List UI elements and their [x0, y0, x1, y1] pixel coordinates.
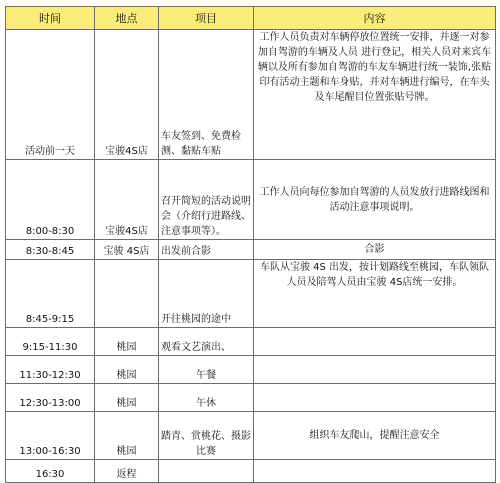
time-cell: 8:00-8:30	[6, 160, 95, 240]
content-cell: 组织车友爬山，提醒注意安全	[254, 412, 496, 460]
item-cell: 午休	[159, 384, 254, 412]
place-cell	[95, 260, 159, 328]
time-cell: 12:30-13:00	[6, 384, 95, 412]
place-cell: 桃园	[95, 412, 159, 460]
table-row	[6, 412, 496, 460]
table-row	[6, 160, 496, 240]
item-cell	[159, 460, 254, 483]
time-cell: 13:00-16:30	[6, 412, 95, 460]
place-cell: 桃园	[95, 356, 159, 384]
place-cell: 桃园	[95, 328, 159, 356]
time-cell: 8:45-9:15	[6, 260, 95, 328]
item-cell: 开往桃园的途中	[159, 260, 254, 328]
place-cell: 返程	[95, 460, 159, 483]
place-cell: 桃园	[95, 384, 159, 412]
time-cell: 8:30-8:45	[6, 240, 95, 260]
header-time: 时间	[6, 7, 95, 30]
content-cell	[254, 384, 496, 412]
content-cell	[254, 460, 496, 483]
item-cell: 车友签到、免费检测、黏贴车贴	[159, 30, 254, 160]
time-cell: 11:30-12:30	[6, 356, 95, 384]
table-row	[6, 356, 496, 384]
table-row	[6, 384, 496, 412]
place-cell: 宝骏 4S店	[95, 240, 159, 260]
content-cell: 工作人员向每位参加自驾游的人员发放行进路线图和活动注意事项说明。	[254, 160, 496, 240]
table-row	[6, 240, 496, 260]
place-cell: 宝骏4S店	[95, 160, 159, 240]
item-cell: 召开简短的活动说明会（介绍行进路线、注意事项等）。	[159, 160, 254, 240]
time-cell: 活动前一天	[6, 30, 95, 160]
item-cell: 观看文艺演出、	[159, 328, 254, 356]
item-cell: 午餐	[159, 356, 254, 384]
content-cell	[254, 328, 496, 356]
content-cell	[254, 356, 496, 384]
time-cell: 16:30	[6, 460, 95, 483]
header-item: 项目	[159, 7, 254, 30]
table-row	[6, 260, 496, 328]
table-row	[6, 30, 496, 160]
content-cell: 车队从宝骏 4S 出发，按计划路线至桃园，车队领队人员及陪驾人员由宝骏 4S店统一安排。	[254, 260, 496, 328]
table-row	[6, 460, 496, 483]
content-cell: 合影	[254, 240, 496, 260]
header-content: 内容	[254, 7, 496, 30]
header-place: 地点	[95, 7, 159, 30]
content-cell: 工作人员负责对车辆停放位置统一安排，并逐一对参加自驾游的车辆及人员 进行登记，相关人员对来宾车辆以及所有参加自驾游的车友车辆进行统一装饰,张贴印有活动主题和车身贴，并对车辆进行编号，在车头及车尾醒目位置张贴号牌。	[254, 30, 496, 160]
place-cell: 宝骏4S店	[95, 30, 159, 160]
time-cell: 9:15-11:30	[6, 328, 95, 356]
header-row	[6, 7, 496, 30]
item-cell: 出发前合影	[159, 240, 254, 260]
table-row	[6, 328, 496, 356]
event-schedule-table	[5, 6, 496, 483]
item-cell: 踏青、赏桃花、摄影比赛	[159, 412, 254, 460]
